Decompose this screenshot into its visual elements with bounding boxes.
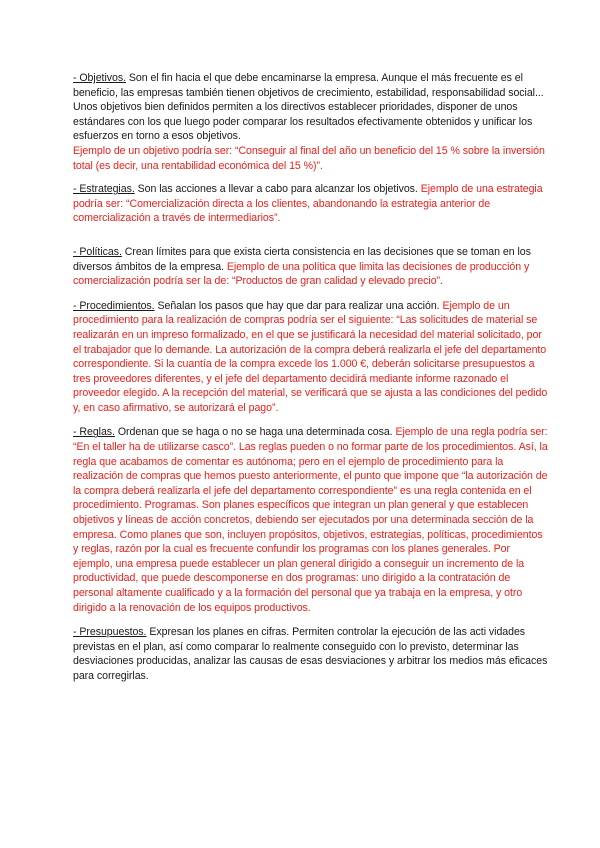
term-procedimientos: - Procedimientos. xyxy=(73,299,155,312)
section-reglas xyxy=(73,425,550,615)
section-presupuestos xyxy=(73,625,550,683)
example-procedimientos: Ejemplo de un procedimiento para la realización de compras podría ser el siguiente: “Las solicitudes de material se realizarán en un impreso formalizado, en el que se justificará la necesidad del material solicitado, por el trabajador que lo demande. La autorización de la compra deberá realizarla el jefe del departamento correspondiente. Si la cuantía de la compra excede los 1.000 €, deberán solicitarse presupuestos a tres proveedores diferentes, y el jefe del departamento decidirá mediante informe razonado el proveedor elegido. A la recepción del material, se verificará que se ajusta a las condiciones del pedido y, en caso afirmativo, se autorizará el pago”. xyxy=(73,299,548,414)
section-politicas xyxy=(73,245,550,289)
term-presupuestos: - Presupuestos. xyxy=(73,626,147,639)
example-estrategias: Ejemplo de una estrategia podría ser: “Comercialización directa a los clientes, abandonando la estrategia anterior de comercialización a través de intermediarios”. xyxy=(73,183,543,225)
section-procedimientos xyxy=(73,299,550,416)
section-estrategias xyxy=(73,182,550,226)
term-objetivos: - Objetivos. xyxy=(73,72,126,84)
body-reglas: Ordenan que se haga o no se haga una determinada cosa. xyxy=(114,426,396,439)
body-procedimientos: Señalan los pasos que hay que dar para realizar una acción. xyxy=(154,299,443,312)
term-politicas: - Políticas. xyxy=(73,245,122,258)
body-presupuestos: Expresan los planes en cifras. Permiten controlar la ejecución de las acti vidades previstas en el plan, así como comparar lo realmente conseguido con lo previsto, determinar las desviaciones producidas, analizar las causas de esas desviaciones y arbitrar los medios más eficaces para corregirlas. xyxy=(73,626,548,682)
example-reglas: Ejemplo de una regla podría ser: “En el taller ha de utilizarse casco”. Las reglas pueden o no formar parte de los procedimientos. Así, la regla que acabamos de comentar es autónoma; pero en el ejemplo de procedimiento para la realización de compras que hemos puesto anteriormente, el punto que impone que “la autorización de la compra deberá realizarla el jefe del departamento correspondiente” es una regla contenida en el procedimiento. Programas. Son planes específicos que integran un plan general y que establecen objetivos y líneas de acción concretos, debiendo ser ejecutados por una determinada sección de la empresa. Como planes que son, incluyen propósitos, objetivos, estrategias, políticas, procedimientos y reglas, razón por la cual es frecuente confundir los programas con los planes generales. Por ejemplo, una empresa puede establecer un plan general dirigido a conseguir un incremento de la productividad, que puede descomponerse en dos programas: uno dirigido a la contratación de personal altamente cualificado y a la formación del personal que ya trabaja en la empresa, y otro dirigido a la renovación de los equipos productivos. xyxy=(73,426,548,614)
body-estrategias: Son las acciones a llevar a cabo para alcanzar los objetivos. xyxy=(134,183,421,196)
term-reglas: - Reglas. xyxy=(73,426,115,439)
body-politicas: Crean límites para que exista cierta consistencia en las decisiones que se toman en los diversos ámbitos de la empresa. xyxy=(73,245,531,273)
body-objetivos: Son el fin hacia el que debe encaminarse la empresa. Aunque el más frecuente es el beneficio, las empresas también tienen objetivos de crecimiento, estabilidad, responsabilidad social... Unos objetivos bien definidos permiten a los directivos establecer prioridades, disponer de unos estándares con los que luego poder comparar los resultados efectivamente obtenidos y unificar los esfuerzos en torno a esos objetivos. xyxy=(73,72,544,143)
term-estrategias: - Estrategias. xyxy=(73,183,135,196)
example-objetivos: Ejemplo de un objetivo podría ser: “Conseguir al final del año un beneficio del 15 % sobre la inversión total (es decir, una rentabilidad económica del 15 %)”. xyxy=(73,144,545,172)
section-objetivos xyxy=(73,71,550,173)
example-politicas: Ejemplo de una política que limita las decisiones de producción y comercialización podría ser la de: “Productos de gran calidad y elevado precio”. xyxy=(73,260,530,288)
